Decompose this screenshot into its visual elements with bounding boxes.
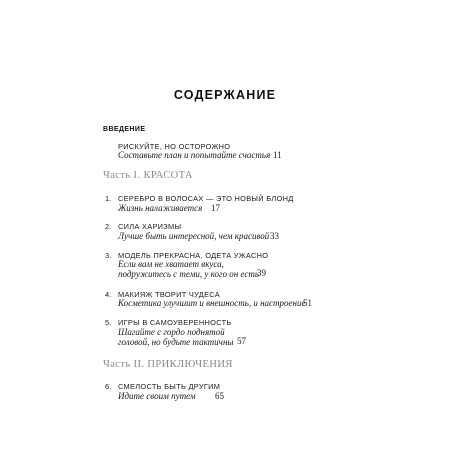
page-title: СОДЕРЖАНИЕ [173, 88, 277, 102]
chapter-number: 6. [105, 382, 112, 391]
chapter-number: 3. [105, 251, 112, 260]
chapter-subtitle: Косметика улучшит и внешность, и настроение [118, 298, 306, 308]
chapter-title: МАКИЯЖ ТВОРИТ ЧУДЕСА [118, 290, 221, 299]
chapter-subtitle: головой, но будьте тактичны [118, 337, 234, 347]
chapter-title: МОДЕЛЬ ПРЕКРАСНА, ОДЕТА УЖАСНО [118, 251, 269, 260]
chapter-number: 5. [105, 318, 112, 327]
intro-page: 11 [273, 150, 282, 160]
chapter-page: 57 [237, 336, 246, 346]
part-heading-2: Часть II. ПРИКЛЮЧЕНИЯ [103, 359, 233, 370]
chapter-subtitle: Жизнь налаживается [118, 203, 203, 213]
chapter-page: 39 [257, 268, 266, 278]
chapter-title: СИЛА ХАРИЗМЫ [118, 222, 182, 231]
chapter-subtitle: Лучше быть интересной, чем красивой [118, 231, 270, 241]
chapter-number: 4. [105, 290, 112, 299]
chapter-title: СЕРЕБРО В ВОЛОСАХ — ЭТО НОВЫЙ БЛОНД [118, 194, 294, 203]
part-heading-1: Часть I. КРАСОТА [103, 170, 193, 181]
chapter-page: 33 [270, 231, 279, 241]
chapter-subtitle: Шагайте с гордо поднятой [118, 327, 225, 337]
chapter-title: ИГРЫ В САМОУВЕРЕННОСТЬ [118, 318, 232, 327]
chapter-page: 51 [303, 298, 312, 308]
chapter-subtitle: Если вам не хватает вкуса, [118, 259, 224, 269]
intro-title: РИСКУЙТЕ, НО ОСТОРОЖНО [118, 142, 231, 151]
chapter-title: СМЕЛОСТЬ БЫТЬ ДРУГИМ [118, 382, 221, 391]
chapter-number: 1. [105, 194, 112, 203]
chapter-number: 2. [105, 222, 112, 231]
chapter-subtitle: Идите своим путем [118, 391, 196, 401]
chapter-subtitle: подружитесь с теми, у кого он есть [118, 269, 259, 279]
chapter-page: 17 [211, 203, 220, 213]
intro-subtitle: Составьте план и попытайте счастья [118, 150, 271, 160]
chapter-page: 65 [215, 391, 224, 401]
intro-heading: ВВЕДЕНИЕ [103, 126, 146, 133]
